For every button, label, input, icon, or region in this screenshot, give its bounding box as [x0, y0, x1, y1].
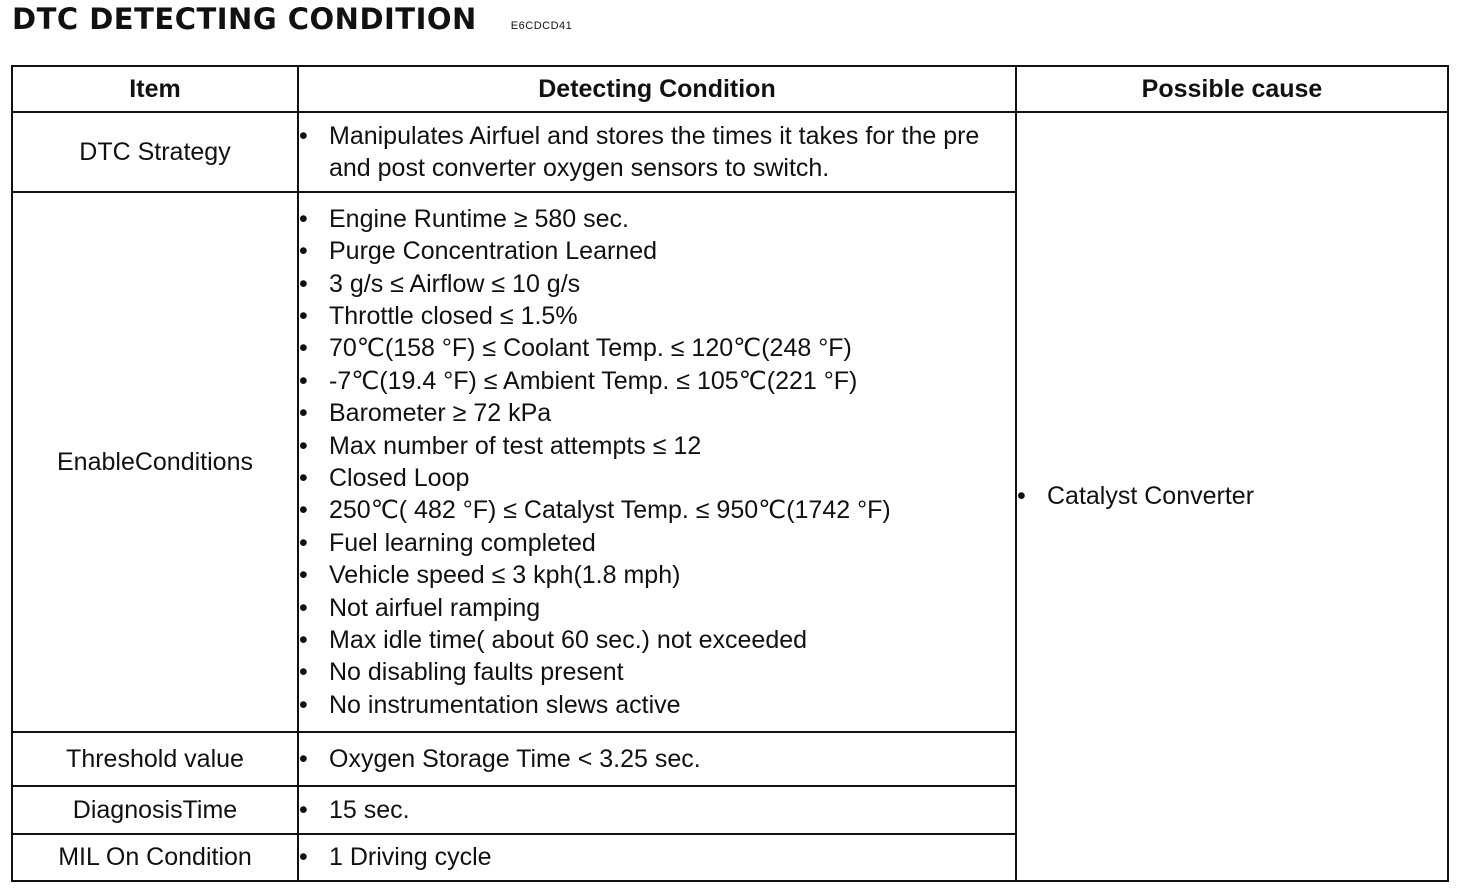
- row-conditions: [298, 112, 1016, 192]
- condition-item: • 250℃( 482 °F) ≤ Catalyst Temp. ≤ 950℃(1742 °F): [299, 494, 1015, 526]
- condition-item: • Max number of test attempts ≤ 12: [299, 430, 1015, 462]
- row-conditions: [298, 192, 1016, 732]
- condition-item: • Purge Concentration Learned: [299, 235, 1015, 267]
- condition-list: [299, 794, 1015, 826]
- page-header: [12, 2, 572, 46]
- condition-item: • Max idle time( about 60 sec.) not exceeded: [299, 624, 1015, 656]
- condition-item: • 3 g/s ≤ Airflow ≤ 10 g/s: [299, 268, 1015, 300]
- condition-item: • Oxygen Storage Time < 3.25 sec.: [299, 743, 1015, 775]
- row-item-label: MIL On Condition: [12, 834, 298, 881]
- document-code: E6CDCD41: [510, 20, 573, 32]
- column-header-possible-cause: Possible cause: [1016, 66, 1448, 112]
- condition-item: • Fuel learning completed: [299, 527, 1015, 559]
- condition-item: • Barometer ≥ 72 kPa: [299, 397, 1015, 429]
- column-header-detecting-condition: Detecting Condition: [298, 66, 1016, 112]
- condition-list: [299, 120, 1015, 185]
- condition-list: [299, 203, 1015, 722]
- cause-item: • Catalyst Converter: [1017, 480, 1447, 512]
- condition-item: • Manipulates Airfuel and stores the times it takes for the pre and post converter oxygen sensors to switch.: [299, 120, 1015, 185]
- row-conditions: [298, 834, 1016, 881]
- column-header-item: Item: [12, 66, 298, 112]
- condition-item: • Engine Runtime ≥ 580 sec.: [299, 203, 1015, 235]
- page-title: DTC DETECTING CONDITION: [12, 2, 477, 36]
- condition-item: • 70℃(158 °F) ≤ Coolant Temp. ≤ 120℃(248 °F): [299, 332, 1015, 364]
- dtc-table: [11, 65, 1449, 882]
- condition-item: • No disabling faults present: [299, 656, 1015, 688]
- condition-item: • No instrumentation slews active: [299, 689, 1015, 721]
- condition-item: • -7℃(19.4 °F) ≤ Ambient Temp. ≤ 105℃(221 °F): [299, 365, 1015, 397]
- condition-item: • Vehicle speed ≤ 3 kph(1.8 mph): [299, 559, 1015, 591]
- table-header-row: [12, 66, 1448, 112]
- row-item-label: Threshold value: [12, 732, 298, 786]
- table-row-dtc-strategy: [12, 112, 1448, 192]
- condition-list: [299, 841, 1015, 873]
- condition-item: • Not airfuel ramping: [299, 592, 1015, 624]
- condition-item: • Throttle closed ≤ 1.5%: [299, 300, 1015, 332]
- row-conditions: [298, 786, 1016, 834]
- row-item-label: DTC Strategy: [12, 112, 298, 192]
- condition-list: [299, 743, 1015, 775]
- row-item-label: DiagnosisTime: [12, 786, 298, 834]
- row-conditions: [298, 732, 1016, 786]
- possible-cause-cell: [1016, 112, 1448, 881]
- condition-item: • 15 sec.: [299, 794, 1015, 826]
- condition-item: • Closed Loop: [299, 462, 1015, 494]
- condition-item: • 1 Driving cycle: [299, 841, 1015, 873]
- cause-list: [1017, 480, 1447, 512]
- row-item-label: EnableConditions: [12, 192, 298, 732]
